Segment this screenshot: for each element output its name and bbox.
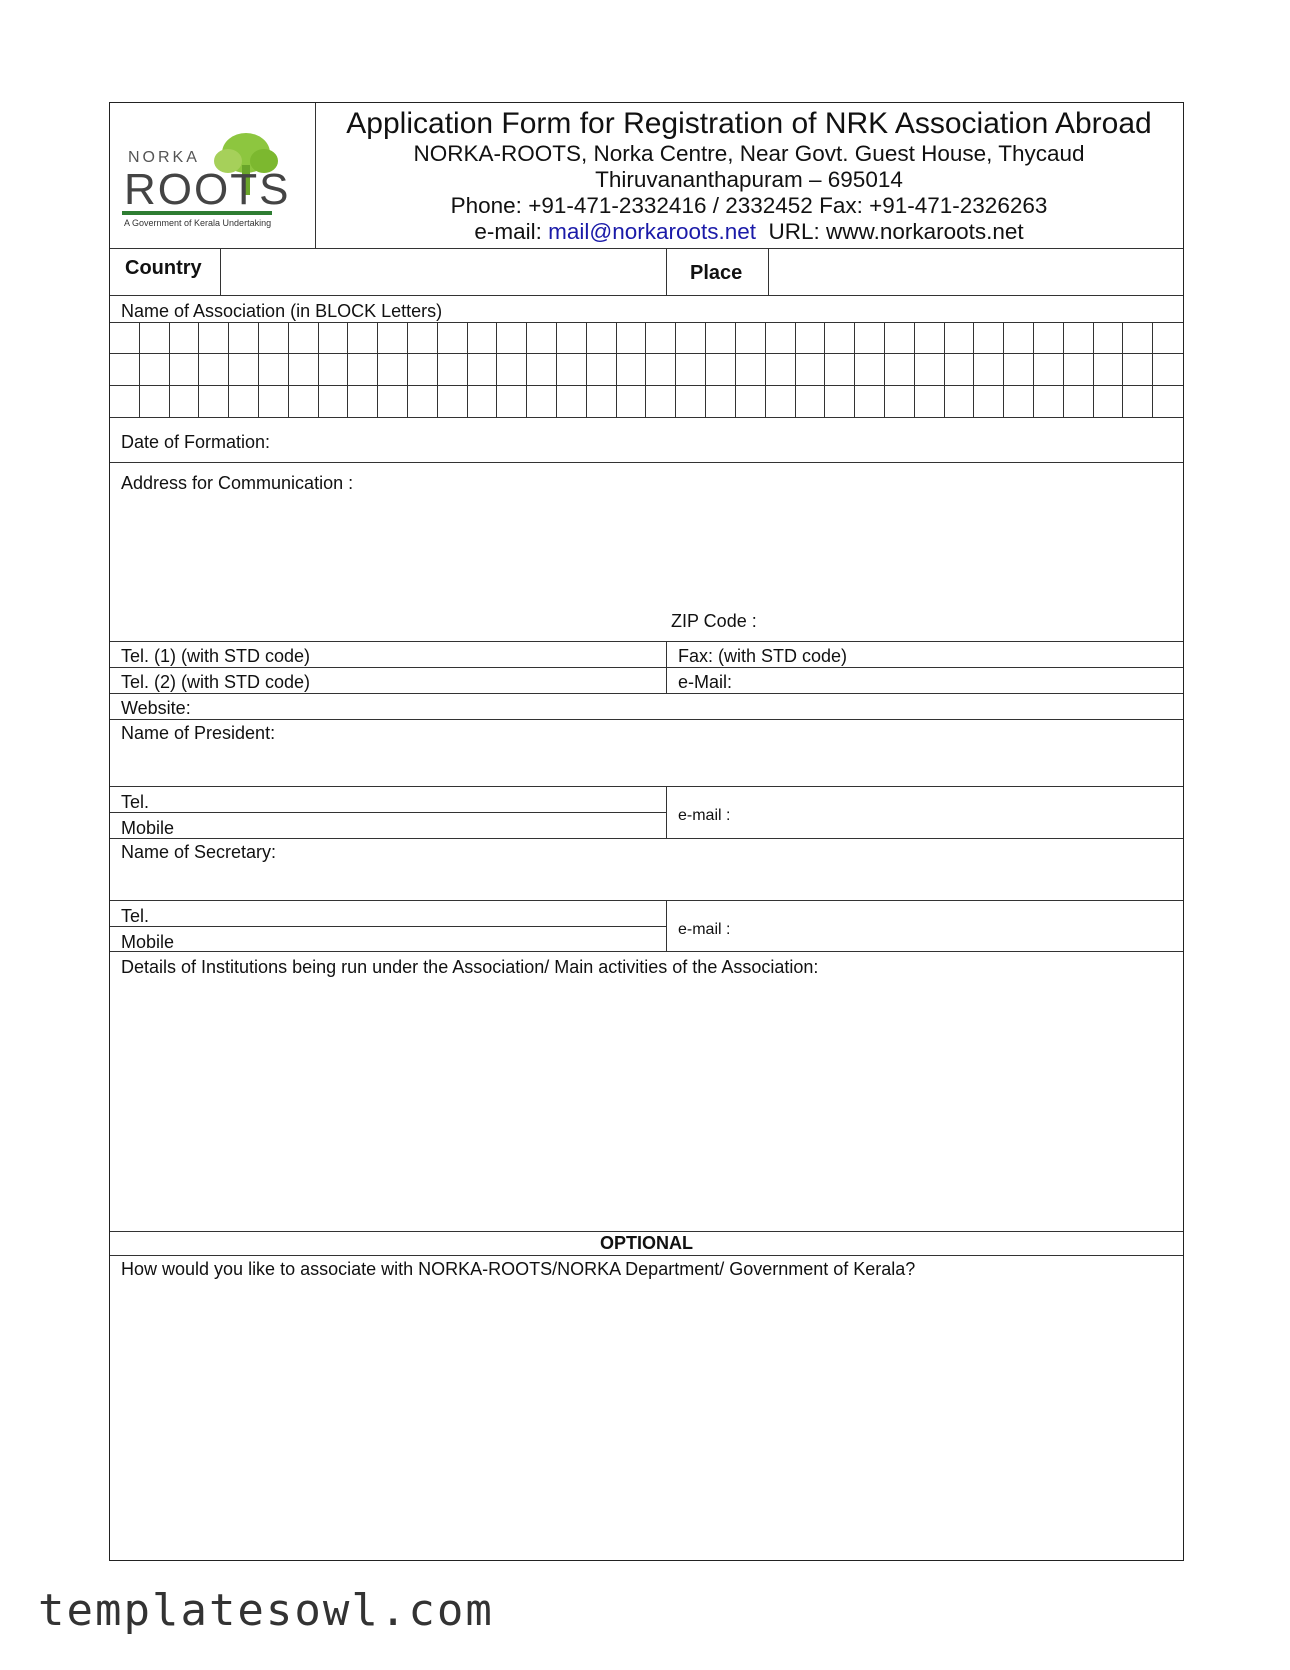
date-of-formation-label: Date of Formation: xyxy=(121,432,271,452)
logo-brand-main: ROOTS xyxy=(124,165,291,214)
tel2-label: Tel. (2) (with STD code) xyxy=(121,672,311,692)
association-name-label: Name of Association (in BLOCK Letters) xyxy=(121,301,443,321)
phone-fax-line: Phone: +91-471-2332416 / 2332452 Fax: +91-471-2326263 xyxy=(450,193,1048,218)
address-label: Address for Communication : xyxy=(121,473,354,493)
secretary-mobile-label: Mobile xyxy=(121,932,175,952)
optional-heading: OPTIONAL xyxy=(600,1233,693,1253)
place-field[interactable] xyxy=(770,250,1183,294)
email-label: e-Mail: xyxy=(678,672,733,692)
logo-brand-top: NORKA xyxy=(128,149,200,166)
fax-label: Fax: (with STD code) xyxy=(678,646,848,666)
country-field[interactable] xyxy=(222,250,664,294)
form-title: Application Form for Registration of NRK Association Abroad xyxy=(346,107,1152,140)
details-field[interactable] xyxy=(118,981,1178,1221)
associate-answer-field[interactable] xyxy=(118,1283,1178,1553)
norka-roots-logo xyxy=(118,131,298,235)
secretary-label: Name of Secretary: xyxy=(121,842,277,862)
president-label: Name of President: xyxy=(121,723,276,743)
email-link[interactable]: mail@norkaroots.net xyxy=(548,219,757,244)
details-label: Details of Institutions being run under the Association/ Main activities of the Association: xyxy=(121,957,819,977)
application-form xyxy=(109,102,1184,1561)
date-of-formation-field[interactable] xyxy=(310,419,1180,461)
associate-question-label: How would you like to associate with NORKA-ROOTS/NORKA Department/ Government of Kerala? xyxy=(121,1259,916,1279)
president-field[interactable] xyxy=(118,745,1178,783)
zip-label: ZIP Code : xyxy=(671,611,757,631)
secretary-email-label: e-mail : xyxy=(678,921,731,938)
president-tel-label: Tel. xyxy=(121,792,150,812)
website-label: Website: xyxy=(121,698,191,718)
secretary-tel-label: Tel. xyxy=(121,906,150,926)
secretary-field[interactable] xyxy=(118,865,1178,897)
tel1-label: Tel. (1) (with STD code) xyxy=(121,646,311,666)
url-text: URL: www.norkaroots.net xyxy=(768,219,1024,244)
watermark: templatesowl.com xyxy=(38,1585,494,1636)
association-name-grid[interactable] xyxy=(110,323,1183,417)
address-line-2: Thiruvananthapuram – 695014 xyxy=(595,167,903,192)
logo-tagline: A Government of Kerala Undertaking xyxy=(124,218,272,228)
address-line-1: NORKA-ROOTS, Norka Centre, Near Govt. Guest House, Thycaud xyxy=(413,141,1085,166)
country-label: Country xyxy=(125,257,202,279)
address-field[interactable] xyxy=(118,498,1178,638)
president-mobile-label: Mobile xyxy=(121,818,175,838)
place-label: Place xyxy=(690,262,743,284)
president-email-label: e-mail : xyxy=(678,807,731,824)
email-url-line: e-mail: mail@norkaroots.net URL: www.norkaroots.net xyxy=(474,219,1024,244)
